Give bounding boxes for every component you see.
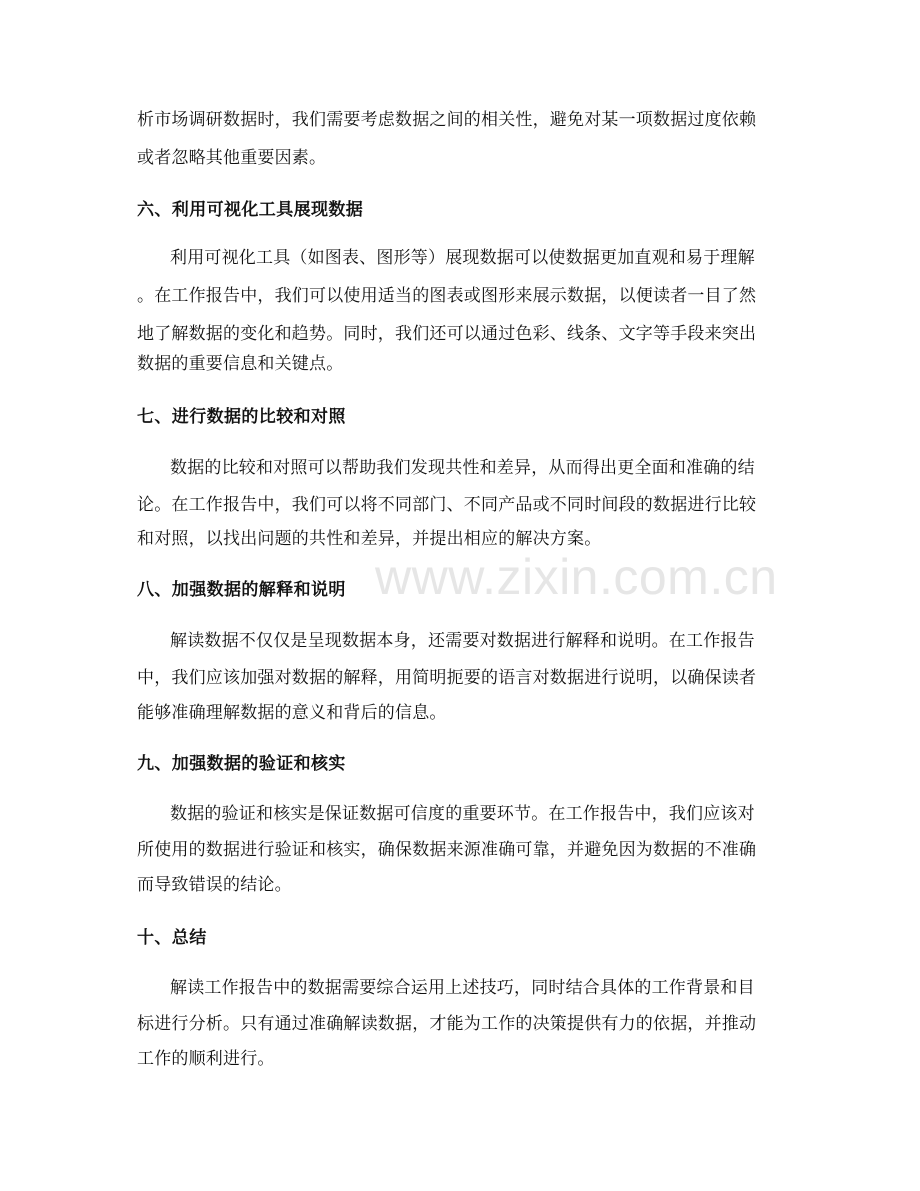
- section-6-line-2: 。在工作报告中，我们可以使用适当的图表或图形来展示数据，以便读者一目了然: [137, 286, 757, 306]
- intro-line-2: 或者忽略其他重要因素。: [137, 148, 327, 168]
- section-7-line-2: 论。在工作报告中，我们可以将不同部门、不同产品或不同时间段的数据进行比较: [137, 495, 757, 515]
- section-7-line-1: 数据的比较和对照可以帮助我们发现共性和差异，从而得出更全面和准确的结: [170, 458, 755, 478]
- section-7-line-3: 和对照，以找出问题的共性和差异，并提出相应的解决方案。: [137, 529, 602, 549]
- section-heading-8: 八、加强数据的解释和说明: [137, 580, 346, 600]
- section-8-line-2: 中，我们应该加强对数据的解释，用简明扼要的语言对数据进行说明，以确保读者: [137, 668, 757, 688]
- section-8-line-3: 能够准确理解数据的意义和背后的信息。: [137, 703, 447, 723]
- section-6-line-4: 数据的重要信息和关键点。: [137, 354, 344, 374]
- section-9-line-3: 而导致错误的结论。: [137, 875, 292, 895]
- section-8-line-1: 解读数据不仅仅是呈现数据本身，还需要对数据进行解释和说明。在工作报告: [170, 631, 755, 651]
- watermark: www.zixin.com.cn: [375, 549, 778, 605]
- section-6-line-1: 利用可视化工具（如图表、图形等）展现数据可以使数据更加直观和易于理解: [170, 248, 755, 268]
- section-heading-7: 七、进行数据的比较和对照: [137, 407, 346, 427]
- section-heading-10: 十、总结: [137, 928, 207, 948]
- section-heading-9: 九、加强数据的验证和核实: [137, 754, 346, 774]
- section-10-line-1: 解读工作报告中的数据需要综合运用上述技巧，同时结合具体的工作背景和目: [170, 978, 755, 998]
- section-9-line-2: 所使用的数据进行验证和核实，确保数据来源准确可靠，并避免因为数据的不准确: [137, 840, 757, 860]
- section-10-line-2: 标进行分析。只有通过准确解读数据，才能为工作的决策提供有力的依据，并推动: [137, 1014, 757, 1034]
- section-heading-6: 六、利用可视化工具展现数据: [137, 200, 364, 220]
- intro-line-1: 析市场调研数据时，我们需要考虑数据之间的相关性，避免对某一项数据过度依赖: [137, 110, 757, 130]
- section-10-line-3: 工作的顺利进行。: [137, 1049, 275, 1069]
- section-9-line-1: 数据的验证和核实是保证数据可信度的重要环节。在工作报告中，我们应该对: [170, 804, 755, 824]
- section-6-line-3: 地了解数据的变化和趋势。同时，我们还可以通过色彩、线条、文字等手段来突出: [137, 324, 757, 344]
